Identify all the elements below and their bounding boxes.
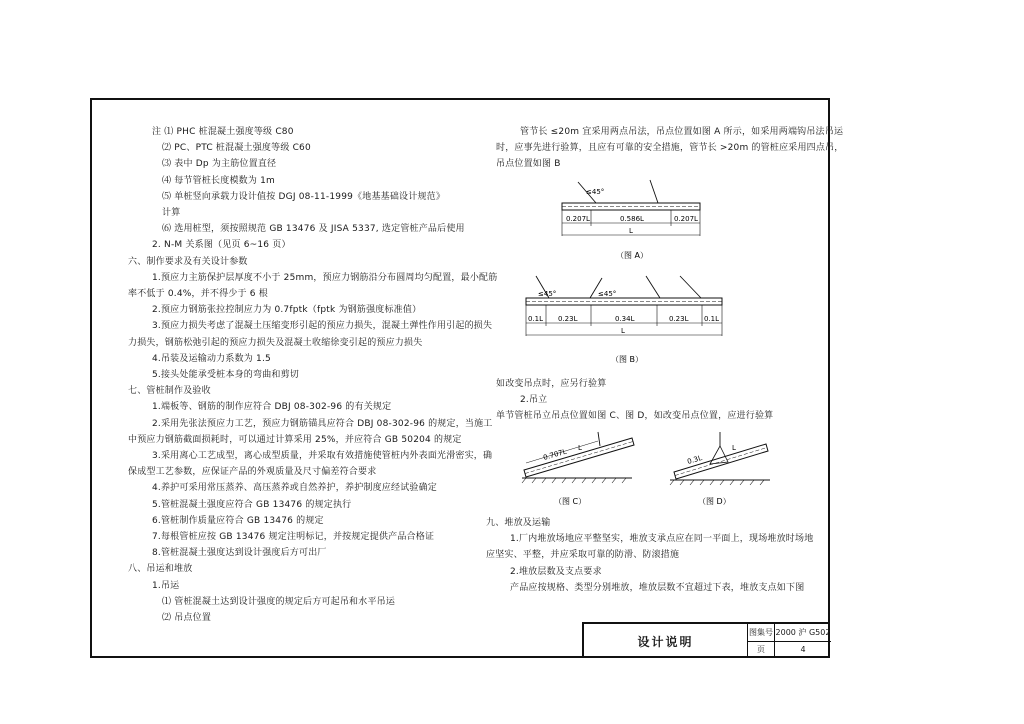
figb-caption: （图 B） [611, 355, 644, 364]
note-line: 4.吊装及运输动力系数为 1.5 [152, 353, 271, 364]
figa-seg1: 0.207L [566, 215, 590, 223]
note-line: 产品应按规格、类型分别堆放，堆放层数不宜超过下表，堆放支点如下图 [510, 582, 805, 593]
notes-right-top [496, 124, 844, 173]
figd-total: L [732, 444, 736, 452]
figb-seg2: 0.23L [558, 315, 578, 323]
note-line: 2.堆放层数及支点要求 [510, 566, 602, 577]
note-line: 8.管桩混凝土强度达到设计强度后方可出厂 [152, 548, 327, 559]
note-line: 中预应力钢筋截面损耗时，可以通过计算采用 25%，并应符合 GB 50204 的规定 [128, 434, 462, 445]
figb-angle1: ≤45° [538, 290, 557, 298]
title-block [582, 622, 830, 658]
atlas-number: 2000 沪 G502 [775, 628, 831, 637]
note-line: 1.端板等、钢筋的制作应符合 DBJ 08-302-96 的有关规定 [152, 402, 392, 413]
note-line: 六、制作要求及有关设计参数 [128, 256, 248, 267]
note-line: 八、吊运和堆放 [128, 564, 193, 575]
note-line: 力损失，钢筋松弛引起的预应力损失及混凝土收缩徐变引起的预应力损失 [128, 337, 423, 348]
figc-caption: （图 C） [554, 497, 587, 506]
note-line: ⑵ PC、PTC 桩混凝土强度等级 C60 [162, 143, 311, 154]
note-line: 3.预应力损失考虑了混凝土压缩变形引起的预应力损失，混凝土弹性作用引起的损失 [152, 321, 493, 332]
note-line: 吊点位置如图 B [496, 159, 561, 170]
note-line: 保成型工艺参数，应保证产品的外观质量及尺寸偏差符合要求 [128, 467, 377, 478]
notes-right-bottom [486, 515, 814, 596]
note-line: 应坚实、平整，并应采取可靠的防滑、防滚措施 [486, 550, 680, 561]
note-line: ⑸ 单桩竖向承载力设计值按 DGJ 08-11-1999《地基基础设计规范》 [162, 191, 446, 202]
figa-total: L [629, 227, 633, 235]
note-line: 5.管桩混凝土强度应符合 GB 13476 的规定执行 [152, 499, 352, 510]
note-line: 5.接头处能承受桩本身的弯曲和剪切 [152, 370, 299, 381]
note-line: ⑶ 表中 Dp 为主筋位置直径 [162, 159, 277, 170]
figure-c-lift-position [514, 428, 644, 510]
note-line: 4.养护可采用常压蒸养、高压蒸养或自然养护，养护制度应经试验确定 [152, 483, 437, 494]
figb-total: L [621, 327, 625, 335]
note-line: 2. N-M 关系图（见页 6~16 页） [152, 240, 291, 251]
notes-left-column [128, 124, 498, 626]
figc-label: 0.707L [542, 447, 568, 462]
figure-d-lift-position [666, 428, 776, 510]
note-line: ⑹ 选用桩型，须按照规范 GB 13476 及 JISA 5337, 选定管桩产品后使用 [162, 224, 465, 235]
title-block-grid [747, 624, 831, 658]
page-label: 页 [748, 641, 775, 658]
figd-label: 0.3L [686, 454, 704, 466]
figb-seg5: 0.1L [704, 315, 720, 323]
note-line: ⑴ 管桩混凝土达到设计强度的规定后方可起吊和水平吊运 [162, 596, 396, 607]
note-line: 2.预应力钢筋张拉控制应力为 0.7fptk（fptk 为钢筋强度标准值） [152, 305, 422, 316]
page-row [748, 641, 831, 658]
figd-caption: （图 D） [698, 497, 731, 506]
figb-angle2: ≤45° [598, 290, 617, 298]
figa-seg2: 0.586L [620, 215, 644, 223]
note-line: 单节管桩吊立吊点位置如图 C、图 D，如改变吊点位置，应进行验算 [496, 411, 774, 422]
notes-right-mid [496, 376, 801, 425]
figa-seg3: 0.207L [674, 215, 698, 223]
note-line: 时，应事先进行验算，且应有可靠的安全措施，管节长 >20m 的管桩应采用四点吊， [496, 143, 844, 154]
note-line: 七、管桩制作及验收 [128, 386, 211, 397]
atlas-label: 图集号 [748, 624, 775, 641]
figb-seg1: 0.1L [528, 315, 544, 323]
note-line: 2.采用先张法预应力工艺，预应力钢筋锚具应符合 DBJ 08-302-96 的规定，当施工 [152, 418, 493, 429]
figa-angle: ≤45° [586, 188, 605, 196]
note-line: 如改变吊点时，应另行验算 [496, 379, 607, 389]
note-line: 注 ⑴ PHC 桩混凝土强度等级 C80 [152, 127, 294, 137]
note-line: 1.预应力主筋保护层厚度不小于 25mm，预应力钢筋沿分布圆周均匀配置，最小配筋 [152, 272, 498, 283]
atlas-row [748, 624, 831, 642]
note-line: 率不低于 0.4%，并不得少于 6 根 [128, 289, 268, 300]
note-line: 2.吊立 [520, 395, 548, 406]
note-line: 6.管桩制作质量应符合 GB 13476 的规定 [152, 515, 324, 526]
sheet-title: 设计说明 [637, 634, 694, 649]
figure-a-two-point-lift [540, 176, 720, 266]
note-line: 1.吊运 [152, 580, 180, 591]
note-line: 计算 [162, 208, 181, 219]
figb-seg4: 0.23L [669, 315, 689, 323]
note-line: 1.厂内堆放场地应平整坚实，堆放支承点应在同一平面上，现场堆放时场地 [510, 534, 814, 545]
note-line: 九、堆放及运输 [486, 518, 551, 528]
figa-caption: （图 A） [616, 251, 649, 260]
page-number: 4 [800, 645, 806, 654]
note-line: 管节长 ≤20m 宜采用两点吊法，吊点位置如图 A 所示，如采用两端钩吊法吊运 [520, 127, 844, 137]
figc-total: L [578, 444, 582, 452]
note-line: ⑷ 每节管桩长度模数为 1m [162, 175, 276, 186]
note-line: 3.采用离心工艺成型，离心成型质量，并采取有效措施使管桩内外表面光滑密实，确 [152, 451, 493, 462]
note-line: ⑵ 吊点位置 [162, 613, 212, 624]
figb-seg3: 0.34L [615, 315, 635, 323]
note-line: 7.每根管桩应按 GB 13476 规定注明标记，并按规定提供产品合格证 [152, 532, 435, 543]
figure-b-four-point-lift [516, 270, 736, 370]
